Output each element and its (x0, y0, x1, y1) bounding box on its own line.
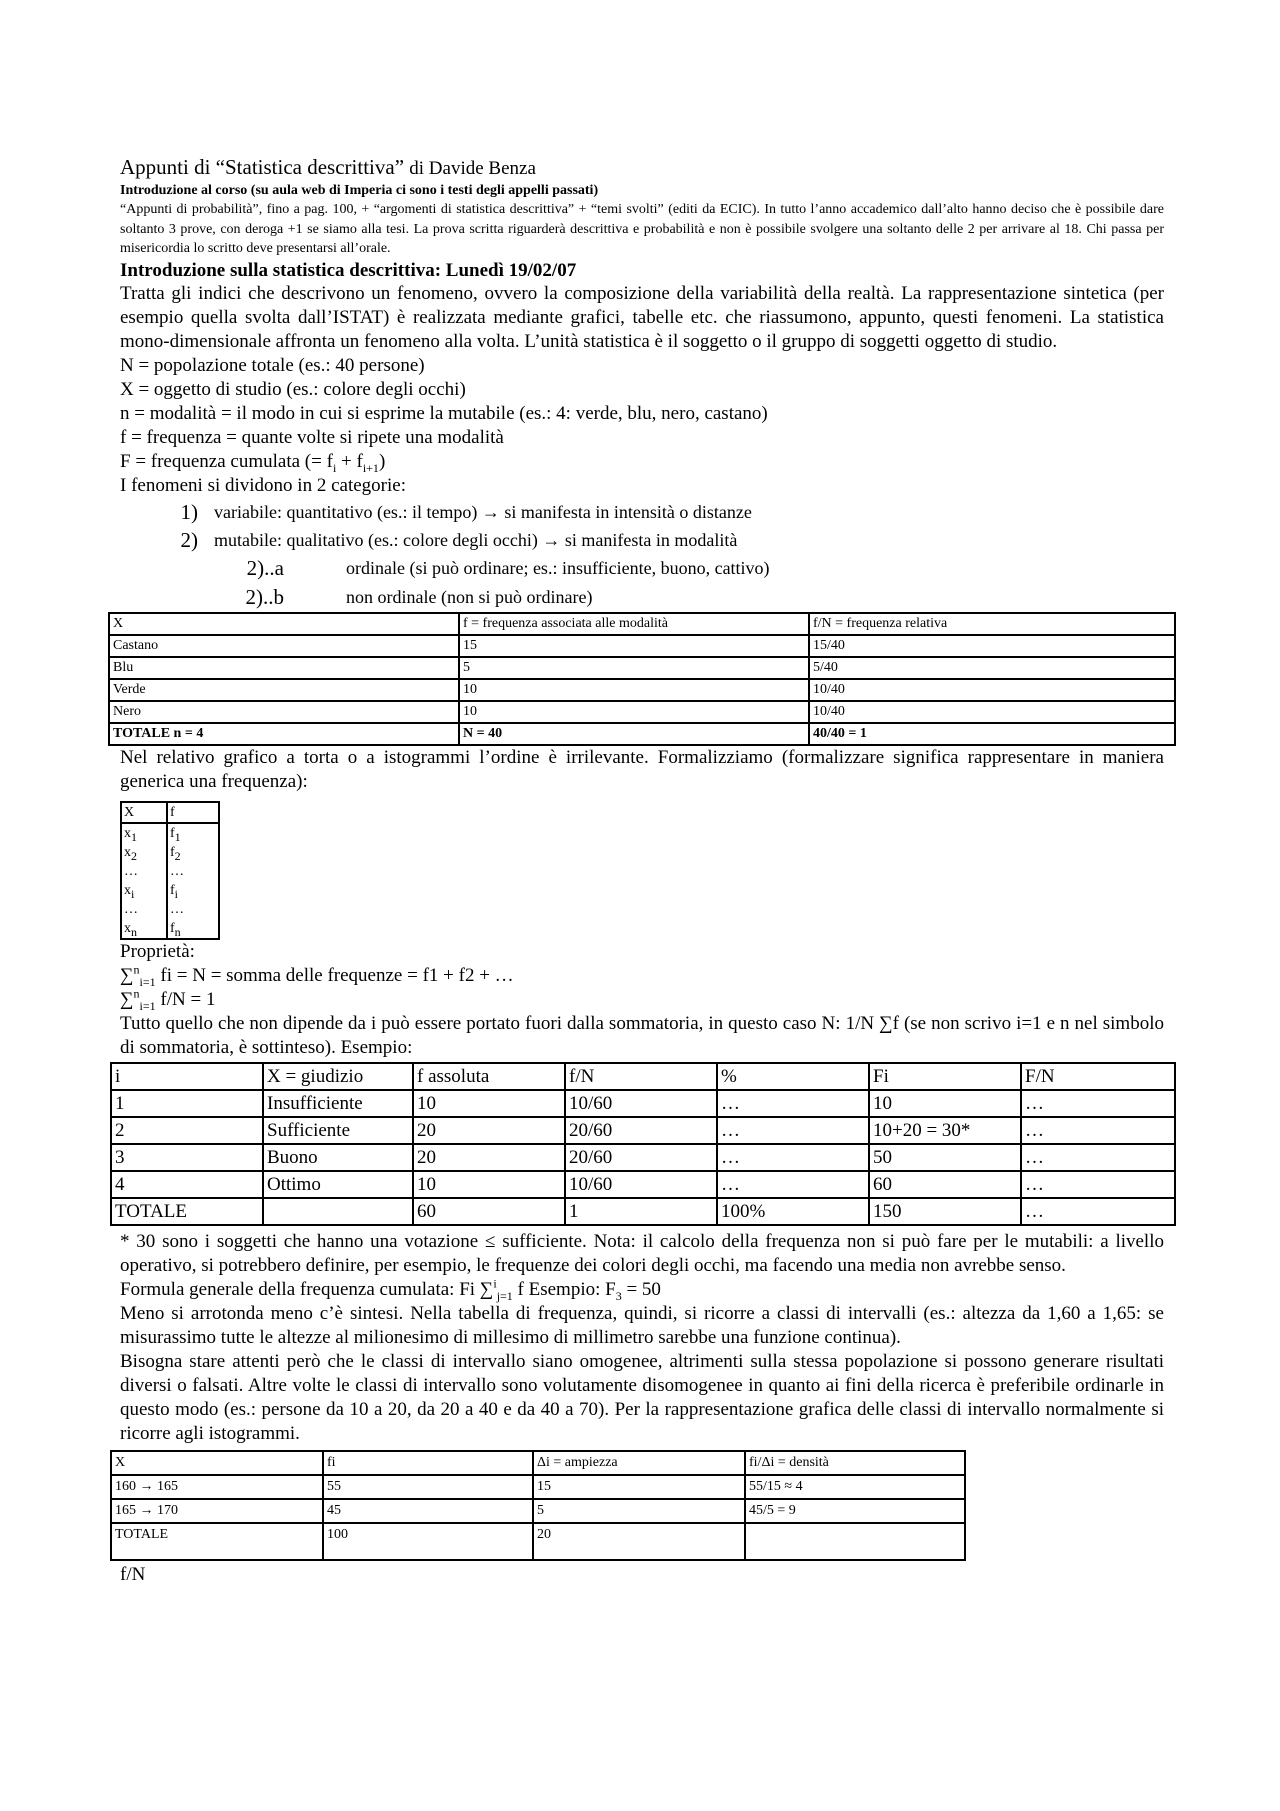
categories-intro: I fenomeni si dividono in 2 categorie: (120, 474, 406, 496)
table-row: $x_i$ $f_i$ (121, 881, 219, 900)
example-table (110, 1062, 1176, 1226)
footnote: * 30 sono i soggetti che hanno una votazione ≤ sufficiente. Nota: il calcolo della frequenza non si può fare per le mutabili: a livello operativo, si potrebbero definire, per esempio, le frequenze dei colori degli occhi, ma facendo una media non avrebbe senso. (120, 1230, 1164, 1276)
cumulative-definition: F = frequenza cumulata (= $f_i + f_{i+1}$) (120, 450, 386, 475)
table-row: Castano 15 15/40 (109, 635, 1175, 657)
table-row: $x_1$ $f_1$ (121, 823, 219, 843)
table-total-row: TOTALE n = 4 N = 40 40/40 = 1 (109, 723, 1175, 745)
sum-note: Tutto quello che non dipende da i può essere portato fuori dalla sommatoria, in questo caso N: 1/N ∑f (se non scrivo i=1 e n nel simbolo di sommatoria, è sottinteso). Esempio: (120, 1012, 1164, 1058)
table-row: $x_n$ $f_n$ (121, 919, 219, 939)
table-total-row: TOTALE 60 1 100% 150 … (111, 1198, 1175, 1225)
table-row: 4 Ottimo 10 10/60 … 60 … (111, 1171, 1175, 1198)
list-item: 2) mutabile: qualitativo (es.: colore degli occhi) → si manifesta in modalità (180, 527, 738, 552)
definition-line: f = frequenza = quante volte si ripete una modalità (120, 426, 504, 448)
list-item: 1) variabile: quantitativo (es.: il tempo) → si manifesta in intensità o distanze (180, 499, 752, 524)
final-label: f/N (120, 1563, 146, 1585)
table-row: 1 Insufficiente 10 10/60 … 10 … (111, 1090, 1175, 1117)
definition-line: X = oggetto di studio (es.: colore degli occhi) (120, 378, 466, 400)
table-row: Blu 5 5/40 (109, 657, 1175, 679)
list-item: 2)..b non ordinale (non si può ordinare) (245, 584, 593, 609)
table-row: Verde 10 10/40 (109, 679, 1175, 701)
definition-line: N = popolazione totale (es.: 40 persone) (120, 354, 425, 376)
category-list (120, 498, 1164, 554)
formal-table (120, 801, 220, 940)
after-table1-text: Nel relativo grafico a torta o a istogrammi l’ordine è irrilevante. Formalizziamo (formalizzare significa rappresentare in maniera generica una frequenza): (120, 746, 1164, 792)
document-title (120, 154, 1164, 182)
properties-label: Proprietà: (120, 940, 195, 962)
table-row: 165 → 170 45 5 45/5 = 9 (111, 1499, 965, 1523)
table-row: 160 → 165 55 15 55/15 ≈ 4 (111, 1475, 965, 1499)
table-header-row: X fi Δi = ampiezza fi/Δi = densità (111, 1451, 965, 1475)
table-total-row: TOTALE 100 20 (111, 1523, 965, 1560)
property-line: ∑$^n_{i=1}$ fi = N = somma delle frequenze = f1 + f2 + … (120, 962, 514, 989)
intro-course-heading: Introduzione al corso (su aula web di Imperia ci sono i testi degli appelli passati) (120, 183, 599, 198)
classes-text: Bisogna stare attenti però che le classi di intervallo siano omogenee, altrimenti sulla stessa popolazione si possono generare risultati diversi o falsati. Altre volte le classi di intervallo sono volutamente disomogenee in quanto ai fini della ricerca è preferibile ordinarle in questo modo (es.: persone da 10 a 20, da 20 a 40 e da 40 a 70). Per la rappresentazione grafica delle classi di intervallo normalmente si ricorre agli istogrammi. (120, 1350, 1164, 1444)
table-header-row: X f = frequenza associata alle modalità f/N = frequenza relativa (109, 613, 1175, 635)
title-main: Appunti di “Statistica descrittiva” (120, 155, 405, 179)
title-author: di Davide Benza (409, 158, 536, 179)
table-row: $x_2$ $f_2$ (121, 843, 219, 862)
document-page (113, 154, 1164, 1587)
intro-stat-text: Tratta gli indici che descrivono un fenomeno, ovvero la composizione della variabilità della realtà. La rappresentazione sintetica (per esempio quella svolta dall’ISTAT) è realizzata mediante grafici, tabelle etc. che riassumono, appunto, questi fenomeni. La statistica mono-dimensionale affronta un fenomeno alla volta. L’unità statistica è il soggetto o il gruppo di soggetti oggetto di studio. (120, 282, 1164, 352)
rounding-text: Meno si arrotonda meno c’è sintesi. Nella tabella di frequenza, quindi, si ricorre a classi di intervalli (es.: altezza da 1,60 a 1,65: se misurassimo tutte le altezze al milionesimo di millesimo di millimetro sarebbe una funzione continua). (120, 1302, 1164, 1348)
table-row: … … (121, 862, 219, 881)
property-line: ∑$^n_{i=1}$ f/N = 1 (120, 986, 216, 1013)
intro-course-text: “Appunti di probabilità”, fino a pag. 100, + “argomenti di statistica descrittiva” + “temi svolti” (editi da ECIC). In tutto l’anno accademico dall’alto hanno deciso che è possibile dare soltanto 3 prove, con deroga +1 se siamo alla tesi. La prova scritta riguarderà descrittiva e probabilità e non è possibile svolgere una soltanto delle 2 per arrivare al 18. Chi passa per misericordia lo scritto deve presentarsi all’orale. (120, 202, 1164, 256)
table-row: 2 Sufficiente 20 20/60 … 10+20 = 30* … (111, 1117, 1175, 1144)
table-row: Nero 10 10/40 (109, 701, 1175, 723)
table-header-row: i X = giudizio f assoluta f/N % Fi F/N (111, 1063, 1175, 1090)
cumulative-formula: Formula generale della frequenza cumulata: Fi ∑$^i_{j=1}$ f Esempio: $F_3 = 50$ (120, 1276, 661, 1303)
subcategory-list (120, 554, 1164, 612)
table-row: … … (121, 900, 219, 919)
table-header-row: X f (121, 802, 219, 823)
definition-line: n = modalità = il modo in cui si esprime la mutabile (es.: 4: verde, blu, nero, castano) (120, 402, 768, 424)
frequency-table (108, 612, 1176, 746)
interval-table (110, 1450, 966, 1561)
table-row: 3 Buono 20 20/60 … 50 … (111, 1144, 1175, 1171)
list-item: 2)..a ordinale (si può ordinare; es.: insufficiente, buono, cattivo) (246, 555, 770, 580)
intro-stat-heading: Introduzione sulla statistica descrittiva: Lunedì 19/02/07 (120, 259, 577, 281)
